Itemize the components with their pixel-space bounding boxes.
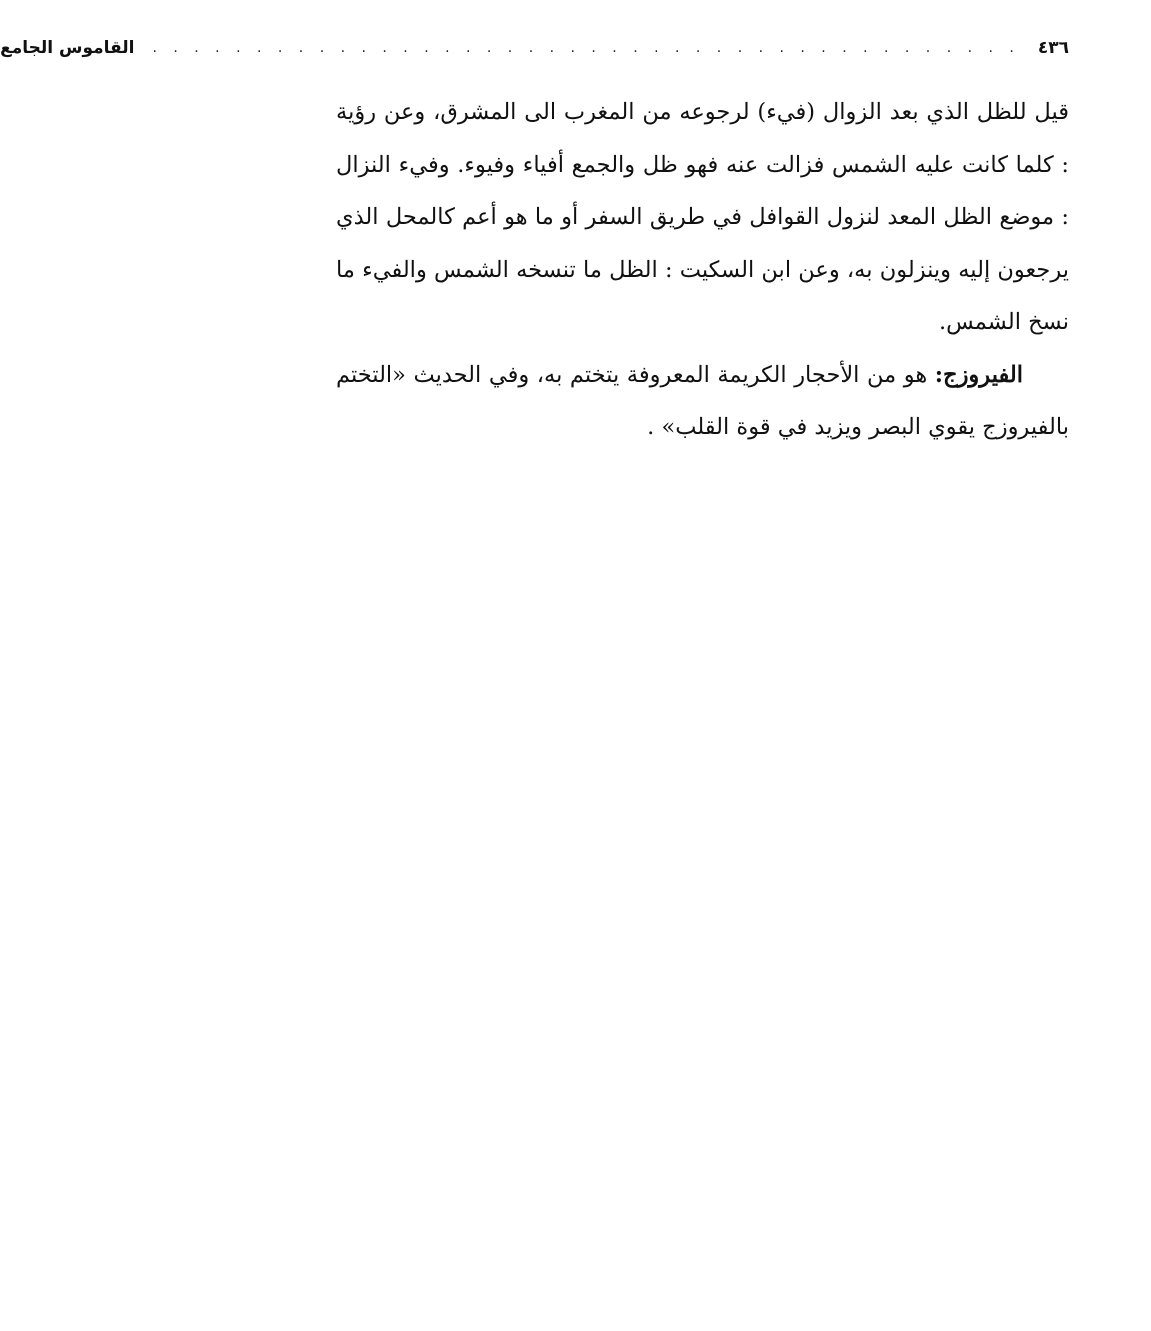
page-number: ٤٣٦ <box>1037 38 1069 58</box>
book-title: القاموس الجامع <box>0 38 135 58</box>
entry-paragraph <box>336 86 1069 349</box>
page-body <box>336 86 1069 454</box>
book-page <box>0 28 1069 1308</box>
entry-paragraph <box>336 349 1069 454</box>
entry-text: هو من الأحجار الكريمة المعروفة يتختم به، وفي الحديث «التختم بالفيروزج يقوي البصر ويزيد في قوة القلب» . <box>336 361 1069 440</box>
entry-headword: الفيروزج: <box>934 361 1023 388</box>
running-header <box>0 28 1069 68</box>
leader-dots: . . . . . . . . . . . . . . . . . . . . . . . . . . . . . . . . . . . . . . . . . . <box>152 40 1020 56</box>
entry-text: قيل للظل الذي بعد الزوال (فيء) لرجوعه من المغرب الى المشرق، وعن رؤية : كلما كانت عليه الشمس فزالت عنه فهو ظل والجمع أفياء وفيوء. وفيء النزال : موضع الظل المعد لنزول القوافل في طريق السفر أو ما هو أعم كالمحل الذي يرجعون إليه وينزلون به، وعن ابن السكيت : الظل ما تنسخه الشمس والفيء ما نسخ الشمس. <box>336 99 1069 335</box>
